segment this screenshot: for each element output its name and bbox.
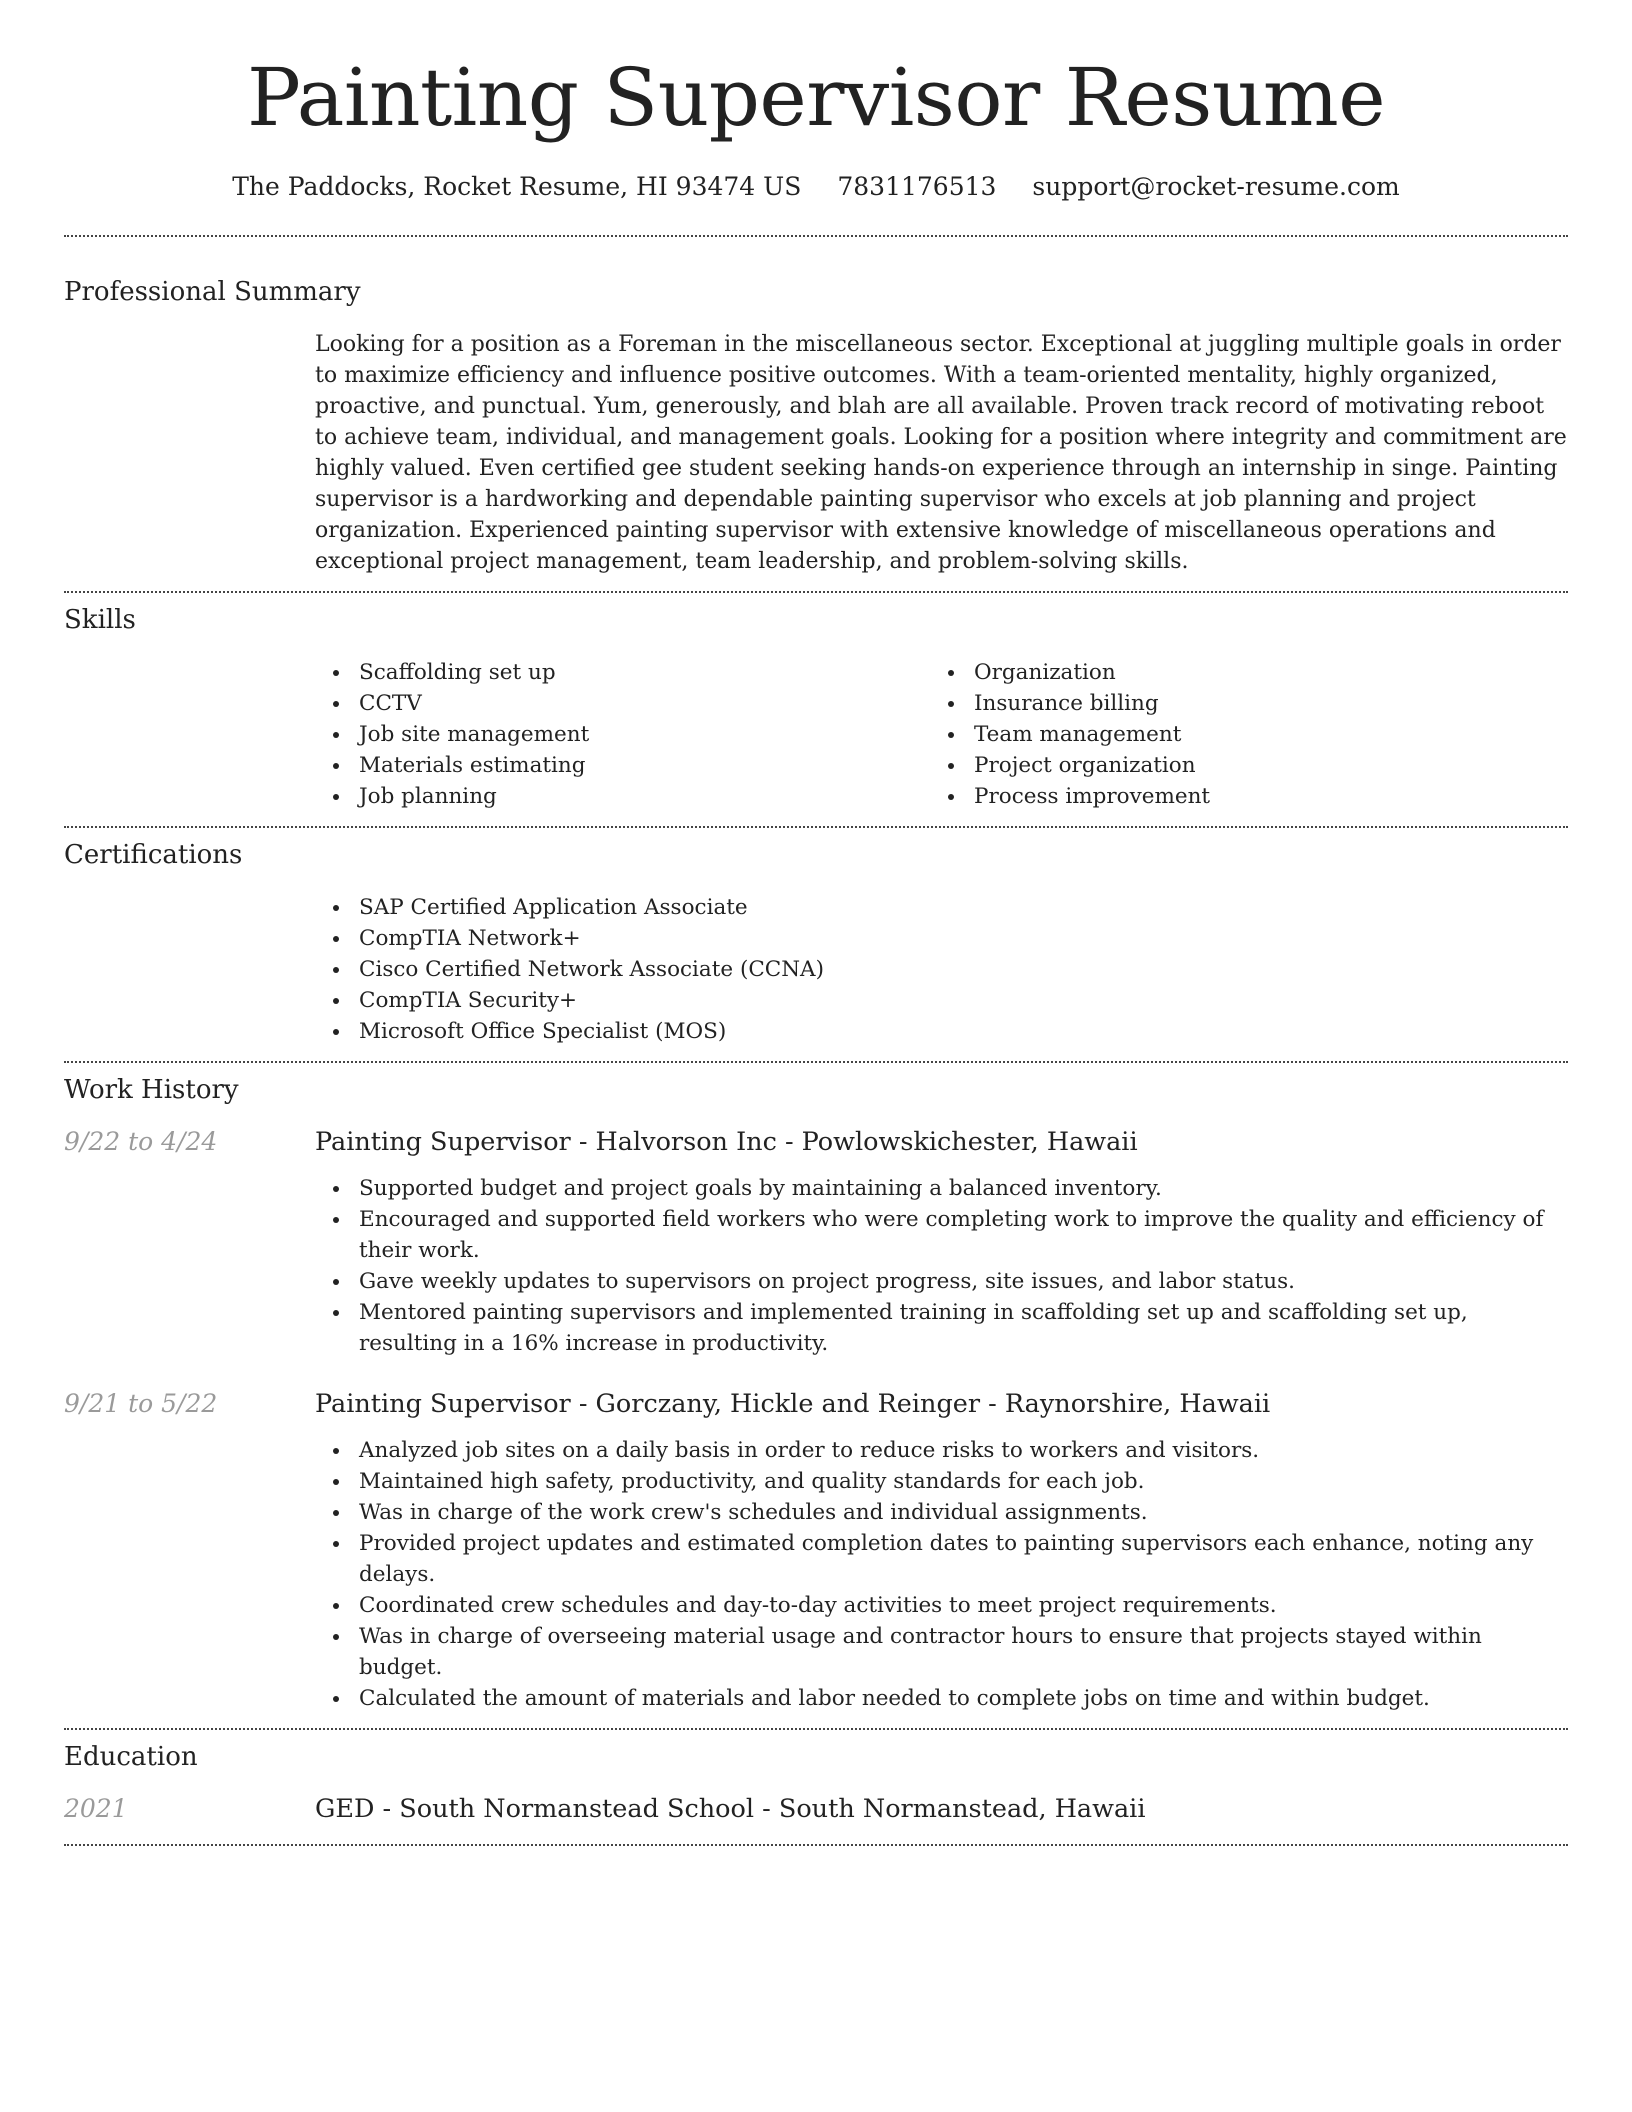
section-title-summary: Professional Summary: [64, 277, 361, 307]
contact-phone: 7831176513: [837, 172, 997, 201]
resume-title: Painting Supervisor Resume: [246, 51, 1386, 144]
summary-text: Looking for a position as a Foreman in the miscellaneous sector. Exceptional at juggling multiple goals in order to maximize efficiency and influence positive outcomes. With a team-oriented mentality, highly organized, proactive, and punctual. Yum, generously, and blah are all available. Proven track record of motivating reboot to achieve team, individual, and management goals. Looking for a position where integrity and commitment are highly valued. Even certified gee student seeking hands-on experience through an internship in singe. Painting supervisor is a hardworking and dependable painting supervisor who excels at job planning and project organization. Experienced painting supervisor with extensive knowledge of miscellaneous operations and exceptional project management, team leadership, and problem-solving skills.: [315, 332, 1567, 574]
summary-section: [64, 237, 1568, 577]
list-item: Cisco Certified Network Associate (CCNA): [315, 954, 1568, 985]
list-item: CompTIA Security+: [315, 985, 1568, 1016]
list-item: Was in charge of the work crew's schedules and individual assignments.: [315, 1497, 1568, 1528]
list-item: Project organization: [930, 750, 1545, 781]
job-dates: 9/22 to 4/24: [64, 1127, 218, 1156]
section-title-work-history: Work History: [64, 1075, 239, 1105]
list-item: Encouraged and supported field workers who were completing work to improve the quality and efficiency of their work.: [315, 1204, 1568, 1266]
list-item: Materials estimating: [315, 750, 930, 781]
skills-column-right: [930, 657, 1545, 812]
list-item: Supported budget and project goals by maintaining a balanced inventory.: [315, 1173, 1568, 1204]
skills-column-left: [315, 657, 930, 812]
job-title: Painting Supervisor - Gorczany, Hickle and Reinger - Raynorshire, Hawaii: [315, 1389, 1271, 1419]
list-item: Team management: [930, 719, 1545, 750]
list-item: Analyzed job sites on a daily basis in order to reduce risks to workers and visitors.: [315, 1435, 1568, 1466]
job-entry: [64, 1127, 1568, 1359]
education-year: 2021: [64, 1794, 128, 1823]
list-item: SAP Certified Application Associate: [315, 892, 1568, 923]
job-dates: 9/21 to 5/22: [64, 1389, 218, 1418]
education-section: [64, 1730, 1568, 1824]
skills-list: [315, 657, 1568, 812]
certifications-list: [315, 892, 1568, 1047]
education-title: GED - South Normanstead School - South Normanstead, Hawaii: [315, 1794, 1146, 1824]
list-item: Gave weekly updates to supervisors on project progress, site issues, and labor status.: [315, 1266, 1568, 1297]
job-entry: [64, 1389, 1568, 1714]
contact-info: [64, 172, 1568, 201]
list-item: Microsoft Office Specialist (MOS): [315, 1016, 1568, 1047]
list-item: Insurance billing: [930, 688, 1545, 719]
section-title-certifications: Certifications: [64, 840, 243, 870]
list-item: Provided project updates and estimated completion dates to painting supervisors each enhance, noting any delays.: [315, 1528, 1568, 1590]
list-item: Process improvement: [930, 781, 1545, 812]
job-bullets: [315, 1435, 1568, 1714]
section-title-education: Education: [64, 1742, 198, 1772]
work-history-section: [64, 1063, 1568, 1714]
contact-email: support@rocket-resume.com: [1032, 172, 1400, 201]
list-item: CCTV: [315, 688, 930, 719]
skills-section: [64, 593, 1568, 812]
job-bullets: [315, 1173, 1568, 1359]
list-item: Mentored painting supervisors and implemented training in scaffolding set up and scaffolding set up, resulting in a 16% increase in productivity.: [315, 1297, 1568, 1359]
list-item: CompTIA Network+: [315, 923, 1568, 954]
list-item: Coordinated crew schedules and day-to-day activities to meet project requirements.: [315, 1590, 1568, 1621]
list-item: Was in charge of overseeing material usage and contractor hours to ensure that projects stayed within budget.: [315, 1621, 1568, 1683]
contact-address: The Paddocks, Rocket Resume, HI 93474 US: [232, 172, 802, 201]
certifications-section: [64, 828, 1568, 1047]
list-item: Maintained high safety, productivity, and quality standards for each job.: [315, 1466, 1568, 1497]
education-entry: [64, 1794, 1568, 1824]
list-item: Calculated the amount of materials and labor needed to complete jobs on time and within budget.: [315, 1683, 1568, 1714]
divider: [64, 1844, 1568, 1846]
list-item: Job planning: [315, 781, 930, 812]
list-item: Organization: [930, 657, 1545, 688]
resume-header: [64, 0, 1568, 201]
job-title: Painting Supervisor - Halvorson Inc - Powlowskichester, Hawaii: [315, 1127, 1138, 1157]
section-title-skills: Skills: [64, 605, 136, 635]
list-item: Job site management: [315, 719, 930, 750]
list-item: Scaffolding set up: [315, 657, 930, 688]
